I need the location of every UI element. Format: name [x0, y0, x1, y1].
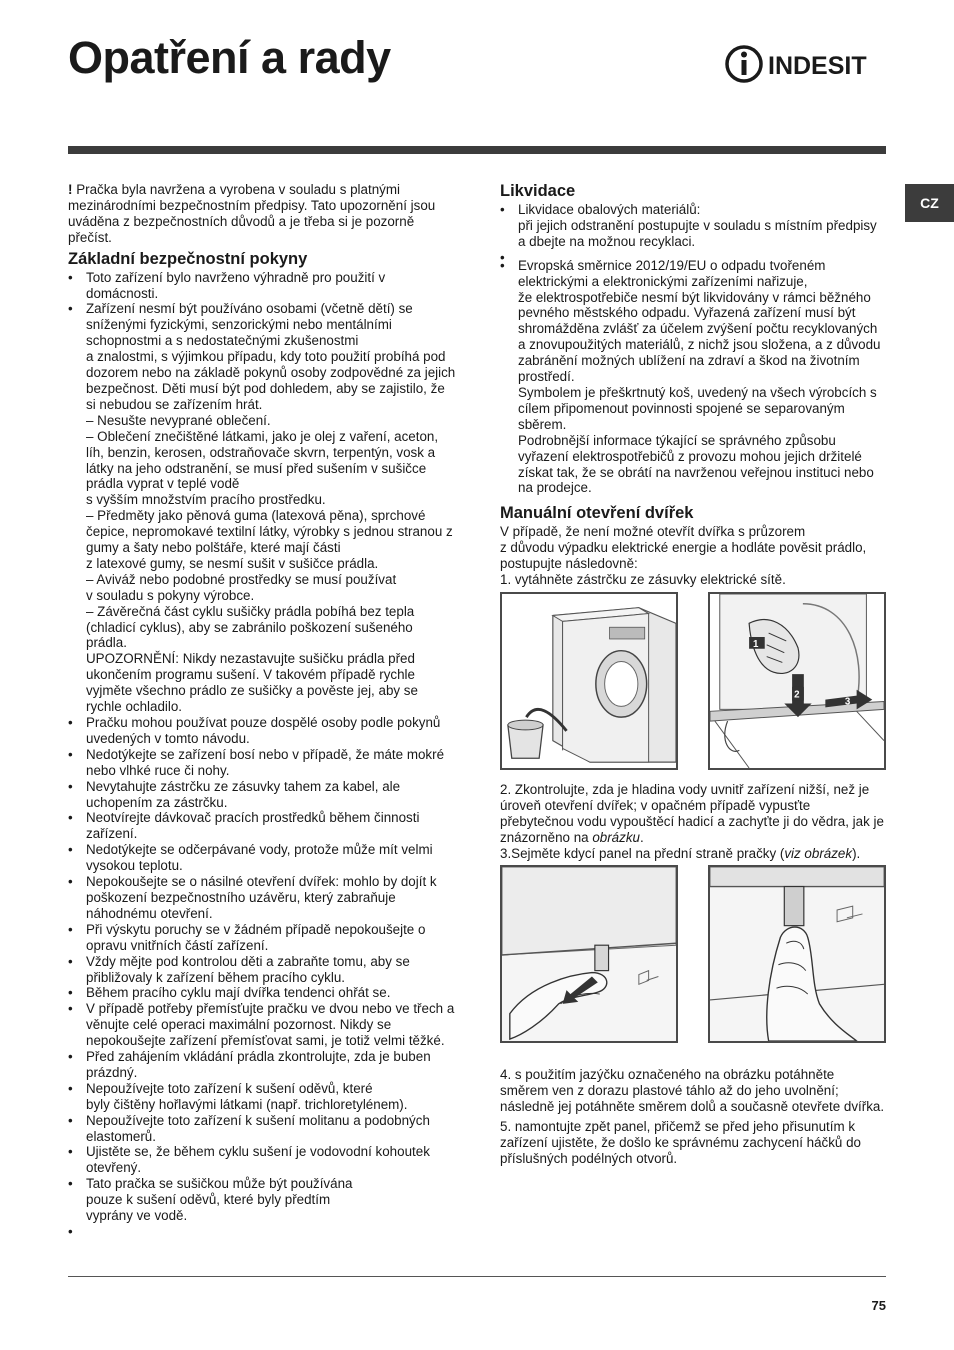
safety-item: • Toto zařízení bylo navrženo výhradně pro použití v domácnosti. — [68, 270, 456, 302]
safety-item: • Vždy mějte pod kontrolou děti a zabraňte tomu, aby se přibližovaly k zařízení během pracího cyklu. — [68, 954, 456, 986]
language-tab: CZ — [905, 184, 954, 222]
warning-mark: ! — [68, 182, 73, 197]
disposal-list — [500, 202, 886, 496]
svg-text:3: 3 — [844, 696, 851, 708]
safety-item: • Během pracího cyklu mají dvířka tendenci ohřát se. — [68, 985, 456, 1001]
safety-item: • Nepoužívejte toto zařízení k sušení oděvů, které byly čištěny hořlavými látkami (např. trichloretylénem). — [68, 1081, 456, 1113]
tab-pull-illustration — [502, 867, 676, 1041]
intro-paragraph: ! Pračka byla navržena a vyrobena v souladu s platnými mezinárodními bezpečnostním předpisy. Tato upozornění jsou uváděna z bezpečnostních důvodů a je třeba si je pozorně přečíst. — [68, 182, 436, 245]
disposal-heading: Likvidace — [500, 182, 576, 200]
page-number: 75 — [871, 1298, 886, 1313]
step-4: 4. s použitím jazýčku označeného na obrázku potáhněte směrem ven z dorazu plastové táhlo až do jeho uvolnění; následně jej potáhněte směrem dolů a současně otevřete dvířka. — [500, 1067, 885, 1115]
left-column — [68, 182, 456, 1224]
figure-drain-bucket — [500, 592, 678, 770]
panel-removal-illustration — [710, 594, 884, 768]
indesit-logo — [724, 44, 886, 84]
safety-item: • Před zahájením vkládání prádla zkontrolujte, zda je buben prázdný. — [68, 1049, 456, 1081]
figure-tab-pull — [500, 865, 678, 1043]
figure-tab-down — [708, 865, 886, 1043]
step-3: 3.Sejměte kdycí panel na přední straně pračky (viz obrázek). — [500, 845, 861, 861]
figure-row-2 — [500, 865, 886, 1043]
safety-item: • Nepokoušejte se o násilné otevření dvířek: mohlo by dojít k poškození bezpečnostního uzávěru, který zabraňuje náhodnému otevření. — [68, 874, 456, 922]
safety-item: • Nepoužívejte toto zařízení k sušení molitanu a podobných elastomerů. — [68, 1113, 456, 1145]
safety-item: • Zařízení nesmí být používáno osobami (včetně dětí) se sníženými fyzickými, senzorickými nebo mentálními schopnostmi a s nedostatečnými zkušenostmi a znalostmi, s výjimkou případu, kdy toto použití probíhá pod dozorem nebo na základě pokynů osoby zodpovědné za jejich bezpečnost. Děti musí být pod dohledem, aby se zajistilo, že si nebudou se zařízením hrát. – Nesušte nevyprané oblečení. – Oblečení znečištěné látkami, jako je olej z vaření, aceton, líh, benzin, kerosen, odstraňovače skvrn, terpentýn, vosk a látky na jeho odstranění, se musí před sušením v sušičce prádla vyprat v teplé vodě s vyšším množstvím pracího prostředku. – Předměty jako pěnová guma (latexová pěna), sprchové čepice, nepromokavé textilní látky, výrobky s jednou stranou z gumy a šaty nebo polštáře, které mají části z latexové gumy, se nesmí sušit v sušičce prádla. – Aviváž nebo podobné prostředky se musí používat v souladu s pokyny výrobce. – Závěrečná část cyklu sušičky prádla pobíhá bez tepla (chladicí cyklus), aby se zabránilo poškození sušeného prádla. UPOZORNĚNÍ: Nikdy nezastavujte sušičku prádla před ukončením programu sušení. V takovém případě rychle vyjměte všechno prádlo ze sušičky a pověste jej, aby se rychle ochladilo. — [68, 301, 456, 715]
safety-item: • Ujistěte se, že během cyklu sušení je vodovodní kohoutek otevřený. — [68, 1144, 456, 1176]
step-2: 2. Zkontrolujte, zda je hladina vody uvnitř zařízení nižší, než je úroveň otevření dvířek; v opačném případě vypusťte přebytečnou vodu vypouštěcí hadicí a zachyťte ji do vědra, jak je znázorněno na obrázku. — [500, 781, 884, 845]
figure-row-1 — [500, 592, 886, 770]
washer-drain-illustration — [502, 594, 676, 768]
step-5: 5. namontujte zpět panel, přičemž se před jeho přisunutím k zařízení ujistěte, že došlo ke správnému zachycení háčků do příslušných podélných otvorů. — [500, 1119, 861, 1166]
door-intro: V případě, že není možné otevřít dvířka s průzorem z důvodu výpadku elektrické energie a hodláte pověsit prádlo, postupujte následovně: — [500, 524, 867, 572]
footer-rule — [68, 1276, 886, 1277]
step-1: 1. vytáhněte zástrčku ze zásuvky elektrické sítě. — [500, 572, 786, 588]
right-column — [500, 182, 886, 1167]
safety-list — [68, 270, 456, 1224]
safety-item: • Nedotýkejte se odčerpávané vody, protože může mít velmi vysokou teplotu. — [68, 842, 456, 874]
brand-name: INDESIT — [768, 52, 867, 80]
disposal-item: • Likvidace obalových materiálů: při jejich odstranění postupujte v souladu s místním předpisy a dbejte na možnou recyklaci. — [500, 202, 886, 250]
svg-text:1: 1 — [753, 638, 759, 650]
safety-item: • Při výskytu poruchy se v žádném případě nepokoušejte o opravu vnitřních částí zařízení. — [68, 922, 456, 954]
safety-item: • Nevytahujte zástrčku ze zásuvky tahem za kabel, ale uchopením za zástrčku. — [68, 779, 456, 811]
svg-text:2: 2 — [794, 689, 800, 701]
safety-heading: Základní bezpečnostní pokyny — [68, 249, 308, 268]
safety-item: • Tato pračka se sušičkou může být používána pouze k sušení oděvů, které byly předtím vyprány ve vodě. — [68, 1176, 456, 1224]
safety-item: • V případě potřeby přemísťujte pračku ve dvou nebo ve třech a věnujte celé operaci maximální pozornost. Nikdy se nepokoušejte zařízení přemísťovat sami, je totiž velmi těžké. — [68, 1001, 456, 1049]
spacer — [500, 250, 886, 258]
page-title: Opatření a rady — [68, 32, 391, 83]
door-heading: Manuální otevření dvířek — [500, 504, 694, 523]
safety-item: • Nedotýkejte se zařízení bosí nebo v případě, že máte mokré nebo vlhké ruce či nohy. — [68, 747, 456, 779]
header-rule — [68, 146, 886, 154]
disposal-item: • Evropská směrnice 2012/19/EU o odpadu tvořeném elektrickými a elektronickými zařízeními nařizuje, že elektrospotřebiče nesmí být likvidovány v rámci běžného pevného městského odpadu. Vyřazená zařízení musí být shromážděna zvlášť za účelem zvýšení počtu recyklovaných a znovupoužitých materiálů, z nichž jsou složena, a z důvodu zabránění možných ublížení na zdraví a škod na životním prostředí. Symbolem je přeškrtnutý koš, uvedený na všech výrobcích s cílem připomenout povinnosti spojené se separovaným sběrem. Podrobnější informace týkající se správného způsobu vyřazení elektrospotřebičů z provozu mohou jejich držitelé získat tak, že se obrátí na navrženou veřejnou instituci nebo na prodejce. — [500, 258, 886, 497]
tab-down-illustration — [710, 867, 884, 1041]
figure-panel-removal — [708, 592, 886, 770]
safety-item: • Pračku mohou používat pouze dospělé osoby podle pokynů uvedených v tomto návodu. — [68, 715, 456, 747]
safety-item: • Neotvírejte dávkovač pracích prostředků během činnosti zařízení. — [68, 810, 456, 842]
